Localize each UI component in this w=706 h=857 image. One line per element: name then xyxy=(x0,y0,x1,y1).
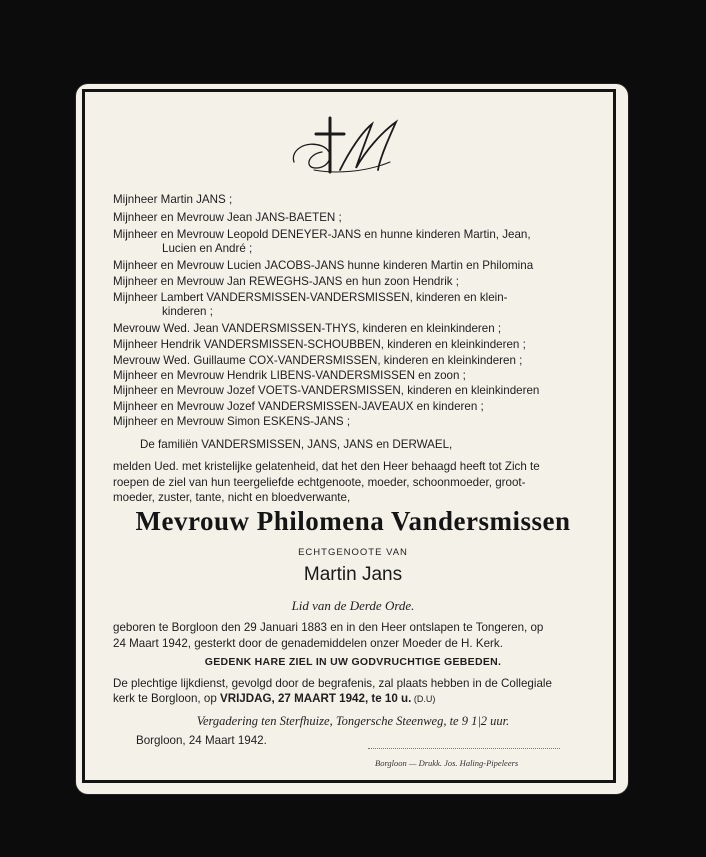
mourner-line: Lucien en André ; xyxy=(162,242,253,255)
mourner-line: kinderen ; xyxy=(162,305,213,318)
mourner-line: Mijnheer Hendrik VANDERSMISSEN-SCHOUBBEN, kinderen en kleinkinderen ; xyxy=(113,338,526,351)
mourner-line: Mijnheer en Mevrouw Jean JANS-BAETEN ; xyxy=(113,211,342,224)
mourner-line: Mijnheer en Mevrouw Hendrik LIBENS-VANDERSMISSEN en zoon ; xyxy=(113,369,466,382)
mourner-line: Mijnheer en Mevrouw Jozef VANDERSMISSEN-JAVEAUX en kinderen ; xyxy=(113,400,484,413)
birth-death-line: geboren te Borgloon den 29 Januari 1883 en in den Heer ontslapen te Tongeren, op xyxy=(113,621,544,634)
announcement-line: melden Ued. met kristelijke gelatenheid, dat het den Heer behaagd heeft tot Zich te xyxy=(113,460,540,473)
spouse-name: Martin Jans xyxy=(303,564,403,585)
mourner-line: Mijnheer en Mevrouw Lucien JACOBS-JANS hunne kinderen Martin en Philomina xyxy=(113,259,534,272)
announcement-line: roepen de ziel van hun teergeliefde echtgenoote, moeder, schoonmoeder, groot- xyxy=(113,476,526,489)
mourner-line: Mijnheer en Mevrouw Jan REWEGHS-JANS en hun zoon Hendrik ; xyxy=(113,275,460,288)
gathering-line: Vergadering ten Sterfhuize, Tongersche Steenweg, te 9 1|2 uur. xyxy=(196,714,510,728)
divider xyxy=(368,748,560,749)
order-membership: Lid van de Derde Orde. xyxy=(291,598,415,613)
mourner-line: Mijnheer en Mevrouw Jozef VOETS-VANDERSMISSEN, kinderen en kleinkinderen xyxy=(113,384,540,397)
mourner-line: Mevrouw Wed. Jean VANDERSMISSEN-THYS, kinderen en kleinkinderen ; xyxy=(113,322,502,335)
mourner-line: Mijnheer Martin JANS ; xyxy=(113,193,233,206)
prayer-request: GEDENK HARE ZIEL IN UW GODVRUCHTIGE GEBEDEN. xyxy=(204,656,502,668)
mourner-line: Mijnheer en Mevrouw Leopold DENEYER-JANS en hunne kinderen Martin, Jean, xyxy=(113,228,531,241)
cross-monogram-icon xyxy=(286,110,404,180)
service-line: De plechtige lijkdienst, gevolgd door de begrafenis, zal plaats hebben in de Collegiale xyxy=(113,677,552,690)
families-line: De familiën VANDERSMISSEN, JANS, JANS en DERWAEL, xyxy=(140,438,453,451)
mourner-line: Mevrouw Wed. Guillaume COX-VANDERSMISSEN, kinderen en kleinkinderen ; xyxy=(113,354,523,367)
service-datetime: VRIJDAG, 27 MAART 1942, te 10 u. xyxy=(219,692,412,705)
service-line xyxy=(113,692,435,706)
service-prefix: kerk te Borgloon, op xyxy=(113,692,220,705)
birth-death-line: 24 Maart 1942, gesterkt door de genademiddelen onzer Moeder de H. Kerk. xyxy=(113,637,503,650)
service-suffix: (D.U) xyxy=(411,694,436,704)
announcement-line: moeder, zuster, tante, nicht en bloedverwante, xyxy=(113,491,351,504)
mourner-line: Mijnheer Lambert VANDERSMISSEN-VANDERSMISSEN, kinderen en klein- xyxy=(113,291,508,304)
spouse-label: ECHTGENOOTE VAN xyxy=(298,547,408,558)
deceased-name: Mevrouw Philomena Vandersmissen xyxy=(135,506,571,536)
place-date: Borgloon, 24 Maart 1942. xyxy=(136,734,267,747)
printer-credit: Borgloon — Drukk. Jos. Haling-Pipeleers xyxy=(375,758,519,768)
mourner-line: Mijnheer en Mevrouw Simon ESKENS-JANS ; xyxy=(113,415,351,428)
